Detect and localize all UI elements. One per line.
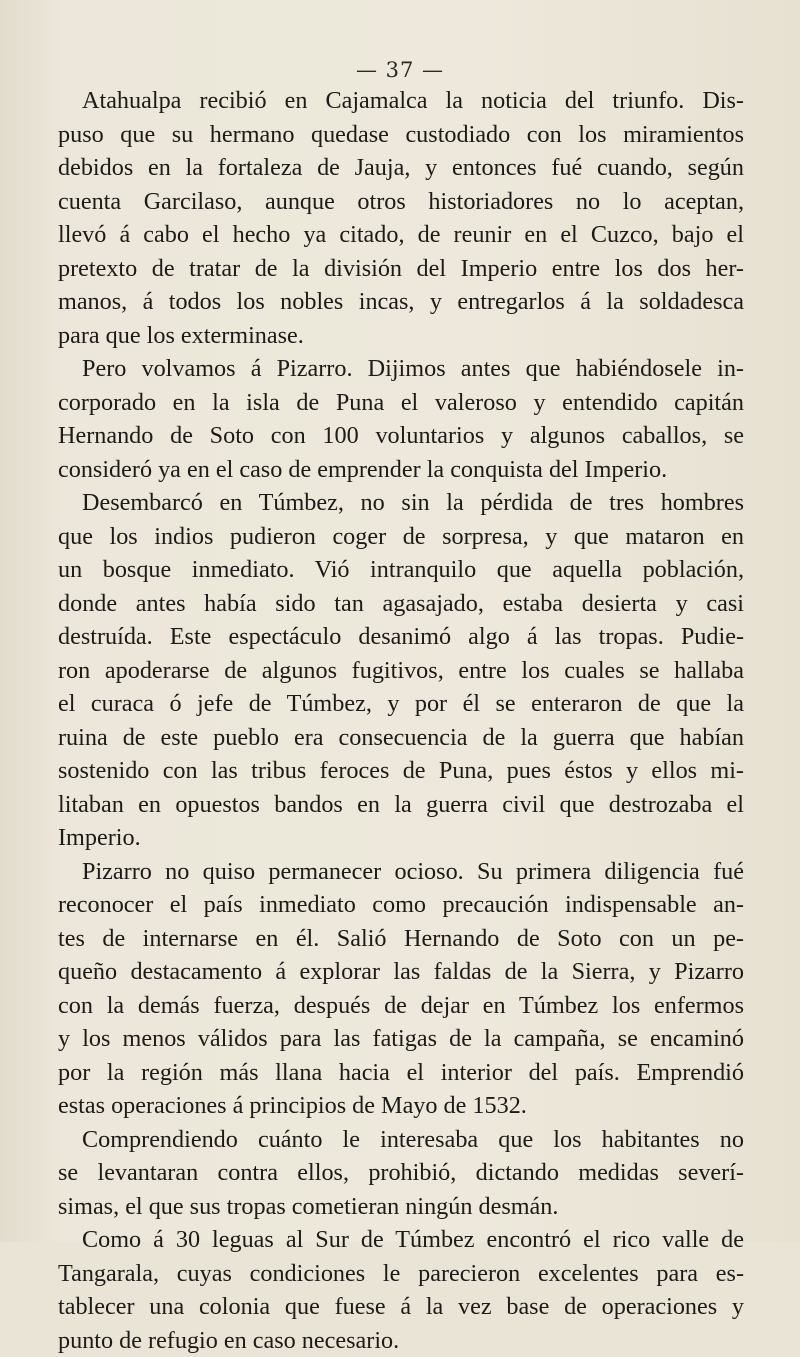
text-line: con la demás fuerza, después de dejar en Túmbez los enfermos — [58, 989, 744, 1023]
text-line: se levantaran contra ellos, prohibió, dictando medidas severí- — [58, 1156, 744, 1190]
text-line: donde antes había sido tan agasajado, estaba desierta y casi — [58, 587, 744, 621]
page-number: — 37 — — [0, 58, 800, 82]
paragraph — [58, 84, 744, 352]
text-line: Hernando de Soto con 100 voluntarios y algunos caballos, se — [58, 419, 744, 453]
text-line: para que los exterminase. — [58, 319, 744, 353]
text-line: Atahualpa recibió en Cajamalca la noticia del triunfo. Dis- — [58, 84, 744, 118]
text-line: pretexto de tratar de la división del Imperio entre los dos her- — [58, 252, 744, 286]
text-line: Como á 30 leguas al Sur de Túmbez encontró el rico valle de — [58, 1223, 744, 1257]
paragraph — [58, 1123, 744, 1224]
body-text — [58, 84, 744, 1357]
text-line: ruina de este pueblo era consecuencia de la guerra que habían — [58, 721, 744, 755]
text-line: un bosque inmediato. Vió intranquilo que aquella población, — [58, 553, 744, 587]
text-line: Tangarala, cuyas condiciones le parecieron excelentes para es- — [58, 1257, 744, 1291]
text-line: manos, á todos los nobles incas, y entregarlos á la soldadesca — [58, 285, 744, 319]
text-line: debidos en la fortaleza de Jauja, y entonces fué cuando, según — [58, 151, 744, 185]
text-line: Comprendiendo cuánto le interesaba que los habitantes no — [58, 1123, 744, 1157]
text-line: estas operaciones á principios de Mayo de 1532. — [58, 1089, 744, 1123]
text-line: que los indios pudieron coger de sorpresa, y que mataron en — [58, 520, 744, 554]
text-line: sostenido con las tribus feroces de Puna, pues éstos y ellos mi- — [58, 754, 744, 788]
text-line: tes de internarse en él. Salió Hernando de Soto con un pe- — [58, 922, 744, 956]
text-line: Pero volvamos á Pizarro. Dijimos antes que habiéndosele in- — [58, 352, 744, 386]
text-line: por la región más llana hacia el interior del país. Emprendió — [58, 1056, 744, 1090]
text-line: destruída. Este espectáculo desanimó algo á las tropas. Pudie- — [58, 620, 744, 654]
text-line: tablecer una colonia que fuese á la vez base de operaciones y — [58, 1290, 744, 1324]
text-line: ron apoderarse de algunos fugitivos, entre los cuales se hallaba — [58, 654, 744, 688]
text-line: consideró ya en el caso de emprender la conquista del Imperio. — [58, 453, 744, 487]
text-line: corporado en la isla de Puna el valeroso y entendido capitán — [58, 386, 744, 420]
paragraph — [58, 352, 744, 486]
paragraph — [58, 855, 744, 1123]
text-line: y los menos válidos para las fatigas de la campaña, se encaminó — [58, 1022, 744, 1056]
paragraph — [58, 1223, 744, 1357]
text-line: reconocer el país inmediato como precaución indispensable an- — [58, 888, 744, 922]
text-line: simas, el que sus tropas cometieran ningún desmán. — [58, 1190, 744, 1224]
text-line: punto de refugio en caso necesario. — [58, 1324, 744, 1357]
text-line: puso que su hermano quedase custodiado con los miramientos — [58, 118, 744, 152]
text-line: cuenta Garcilaso, aunque otros historiadores no lo aceptan, — [58, 185, 744, 219]
text-line: queño destacamento á explorar las faldas de la Sierra, y Pizarro — [58, 955, 744, 989]
text-line: Desembarcó en Túmbez, no sin la pérdida de tres hombres — [58, 486, 744, 520]
text-line: Pizarro no quiso permanecer ocioso. Su primera diligencia fué — [58, 855, 744, 889]
text-line: Imperio. — [58, 821, 744, 855]
text-line: llevó á cabo el hecho ya citado, de reunir en el Cuzco, bajo el — [58, 218, 744, 252]
text-line: litaban en opuestos bandos en la guerra civil que destrozaba el — [58, 788, 744, 822]
text-line: el curaca ó jefe de Túmbez, y por él se enteraron de que la — [58, 687, 744, 721]
paragraph — [58, 486, 744, 855]
